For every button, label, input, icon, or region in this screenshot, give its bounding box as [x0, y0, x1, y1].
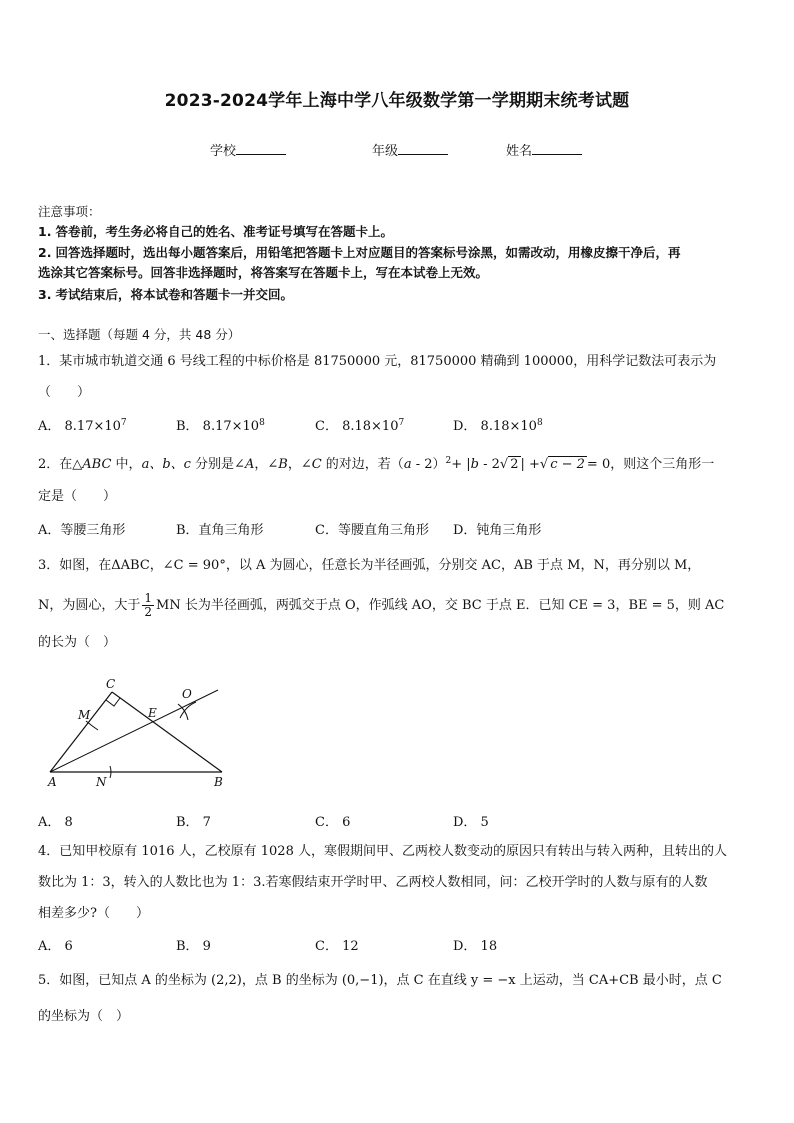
q2-option-d[interactable]: D．钝角三角形: [453, 523, 542, 538]
q3-frac-num: 1: [144, 591, 153, 605]
label-o: O: [182, 687, 192, 701]
q1-option-d-base: D． 8.18×10: [453, 419, 537, 434]
q4-line-2: 数比为 1：3，转入的人数比也为 1：3.若寒假结束开学时甲、乙两校人数相同，问：乙校开学时的人数与原有的人数: [38, 875, 708, 890]
q1-option-c-exp: 7: [398, 418, 405, 428]
q4-line-3: 相差多少?（ ）: [38, 906, 149, 921]
q3-option-a[interactable]: A． 8: [38, 815, 73, 830]
name-blank: [532, 142, 582, 155]
q1-option-d[interactable]: [453, 415, 543, 434]
side-ac: [50, 692, 112, 772]
q2-t3: 中，: [111, 457, 142, 472]
q2-option-b[interactable]: B．直角三角形: [176, 523, 264, 538]
note-3-text: 考试结束后，将本试卷和答题卡一并交回。: [55, 287, 293, 302]
q3-line-3: 的长为（ ）: [38, 635, 117, 650]
notes-heading: 注意事项：: [38, 204, 101, 219]
sqrt-symbol: √: [499, 457, 509, 472]
q2-t21: = 0，则这个三角形一: [586, 457, 715, 472]
q2-t2: ABC: [82, 457, 112, 472]
q5-line-2: 的坐标为（ ）: [38, 1009, 130, 1024]
q1-option-a-exp: 7: [120, 418, 127, 428]
note-1-number: 1.: [38, 224, 52, 239]
q1-option-d-exp: 8: [536, 418, 543, 428]
q2-t12: a: [403, 457, 412, 472]
label-e: E: [148, 706, 157, 720]
label-b: B: [214, 775, 223, 789]
q4-line-1: 4．已知甲校原有 1016 人，乙校原有 1028 人，寒假期间甲、乙两校人数变动的原因只有转出与转入两种，且转出的人: [38, 844, 727, 859]
q2-t20: c − 2: [550, 457, 585, 472]
q1-option-b-base: B． 8.17×10: [176, 419, 260, 434]
q2-t4: a、b、c: [141, 457, 191, 472]
note-2-number: 2.: [38, 245, 52, 260]
note-2-text-a: 回答选择题时，选出每小题答案后，用铅笔把答题卡上对应题目的答案标号涂黑，如需改动，用橡皮擦干净后，再: [55, 245, 681, 260]
q1-line-1: 1．某市城市轨道交通 6 号线工程的中标价格是 81750000 元，81750000 精确到 100000，用科学记数法可表示为: [38, 354, 717, 369]
q2-option-c[interactable]: C．等腰直角三角形: [315, 523, 429, 538]
q5-line-1: 5．如图，已知点 A 的坐标为 (2,2)，点 B 的坐标为 (0,−1)，点 C 在直线 y = −x 上运动，当 CA+CB 最小时，点 C: [38, 973, 722, 988]
q2-t11: 的对边，若（: [321, 457, 404, 472]
grade-label: 年级: [372, 144, 399, 159]
q2-t9: ，∠: [287, 457, 312, 472]
q1-line-2: （ ）: [38, 385, 91, 400]
note-1-text: 答卷前，考生务必将自己的姓名、准考证号填写在答题卡上。: [55, 224, 393, 239]
school-blank: [236, 142, 286, 155]
label-c: C: [106, 677, 116, 691]
q1-option-a-base: A． 8.17×10: [38, 419, 121, 434]
q2-t16: b: [470, 457, 479, 472]
q2-t5: 分别是∠: [190, 457, 245, 472]
note-2-text-b: 选涂其它答案标号。回答非选择题时，将答案写在答题卡上，写在本试卷上无效。: [38, 265, 489, 280]
q1-option-c[interactable]: [315, 415, 404, 434]
q3-frac-den: 2: [144, 605, 153, 619]
q2-line-2: 定是（ ）: [38, 489, 117, 504]
q3-option-c[interactable]: C． 6: [315, 815, 351, 830]
q3-line-2-b: MN 长为半径画弧，两弧交于点 O，作弧线 AO，交 BC 于点 E．已知 CE = 3，BE = 5，则 AC: [156, 598, 725, 613]
sqrt-symbol-2: √: [539, 457, 549, 472]
grade-blank: [398, 142, 448, 155]
q1-option-b[interactable]: [176, 415, 265, 434]
q2-t15: + |: [451, 457, 471, 472]
q4-option-b[interactable]: B． 9: [176, 939, 211, 954]
note-item-2: [38, 244, 680, 262]
note-item-1: [38, 223, 393, 241]
q4-option-d[interactable]: D． 18: [453, 939, 498, 954]
q3-line-1: 3．如图，在ΔABC，∠C = 90°，以 A 为圆心，任意长为半径画弧，分别交 AC，AB 于点 M，N，再分别以 M，: [38, 558, 701, 573]
q3-triangle-figure: [40, 676, 230, 792]
q2-option-a[interactable]: A．等腰三角形: [38, 523, 126, 538]
q2-t19: | +: [520, 457, 540, 472]
q4-option-c[interactable]: C． 12: [315, 939, 359, 954]
note-3-number: 3.: [38, 287, 52, 302]
label-a: A: [48, 775, 57, 789]
q2-t1: 2．在△: [38, 457, 83, 472]
label-n: N: [96, 775, 107, 789]
q2-t14: 2: [445, 456, 452, 466]
q1-option-b-exp: 8: [259, 418, 265, 428]
q2-t7: ，∠: [254, 457, 279, 472]
q3-line-2: [38, 592, 724, 619]
side-cb: [112, 692, 222, 772]
name-label: 姓名: [506, 144, 533, 159]
right-angle-mark: [106, 698, 120, 706]
q2-line-1: [38, 452, 714, 474]
grade-field: [372, 140, 448, 159]
section-heading: 一、选择题（每题 4 分，共 48 分）: [38, 327, 241, 342]
q3-fraction: [142, 592, 154, 619]
note-item-3: [38, 286, 293, 304]
school-field: [210, 140, 286, 159]
q3-line-2-a: N，为圆心，大于: [38, 598, 141, 613]
label-m: M: [78, 708, 91, 722]
q1-option-a[interactable]: [38, 415, 127, 434]
name-field: [506, 140, 582, 159]
q2-t8: B: [278, 457, 288, 472]
school-label: 学校: [210, 144, 237, 159]
q2-t13: - 2）: [411, 457, 446, 472]
q1-option-c-base: C． 8.18×10: [315, 419, 399, 434]
q3-option-b[interactable]: B． 7: [176, 815, 211, 830]
page-title: 2023-2024学年上海中学八年级数学第一学期期末统考试题: [164, 91, 630, 111]
q3-option-d[interactable]: D． 5: [453, 815, 489, 830]
arc-m: [86, 721, 98, 730]
q4-option-a[interactable]: A． 6: [38, 939, 73, 954]
q2-t18: 2: [510, 457, 519, 472]
q2-t17: - 2: [478, 457, 500, 472]
bisector-ao: [50, 690, 218, 772]
q2-t10: C: [311, 457, 322, 472]
q2-t6: A: [244, 457, 255, 472]
